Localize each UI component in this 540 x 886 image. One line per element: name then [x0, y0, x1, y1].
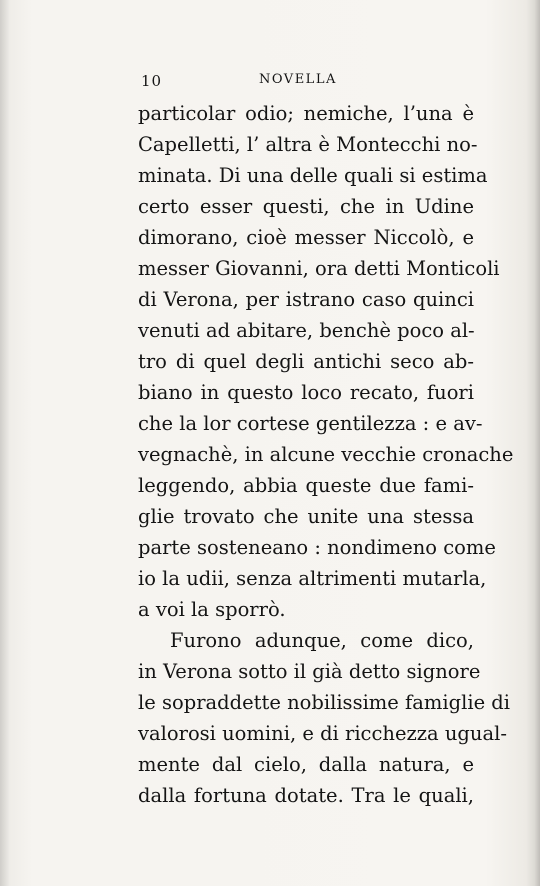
text-line: io la udii, senza altrimenti mutarla,: [138, 567, 487, 590]
text-line: glie trovato che unite una stessa: [138, 505, 474, 528]
page-header: [141, 72, 473, 96]
text-line: biano in questo loco recato, fuori: [138, 381, 474, 404]
body-text: [138, 98, 514, 811]
text-line: in Verona sotto il già detto signore: [138, 660, 481, 683]
text-line: le sopraddette nobilissime famiglie di: [138, 691, 511, 714]
text-line: mente dal cielo, dalla natura, e: [138, 753, 474, 776]
text-line: parte sosteneano : nondimeno come: [138, 536, 496, 559]
text-line: che la lor cortese gentilezza : e av-: [138, 412, 483, 435]
page-left-shadow: [0, 0, 10, 886]
text-line: valorosi uomini, e di ricchezza ugual-: [138, 722, 507, 745]
text-line: dalla fortuna dotate. Tra le quali,: [138, 784, 474, 807]
page-number: 10: [141, 72, 163, 90]
text-line: vegnachè, in alcune vecchie cronache: [138, 443, 514, 466]
text-line: tro di quel degli antichi seco ab-: [138, 350, 474, 373]
text-line: leggendo, abbia queste due fami-: [138, 474, 474, 497]
text-line: venuti ad abitare, benchè poco al-: [138, 319, 475, 342]
text-line: minata. Di una delle quali si estima: [138, 164, 488, 187]
text-line: Capelletti, l’ altra è Montecchi no-: [138, 133, 478, 156]
text-line: dimorano, cioè messer Niccolò, e: [138, 226, 474, 249]
text-line: di Verona, per istrano caso quinci: [138, 288, 474, 311]
text-line: messer Giovanni, ora detti Monticoli: [138, 257, 500, 280]
text-line: particolar odio; nemiche, l’una è: [138, 102, 474, 125]
text-line: certo esser questi, che in Udine: [138, 195, 474, 218]
paragraph-start-line: Furono adunque, come dico,: [170, 629, 474, 652]
running-title: NOVELLA: [259, 72, 337, 87]
page-right-shadow: [526, 0, 540, 886]
paragraph-end-line: a voi la sporrò.: [138, 598, 286, 621]
